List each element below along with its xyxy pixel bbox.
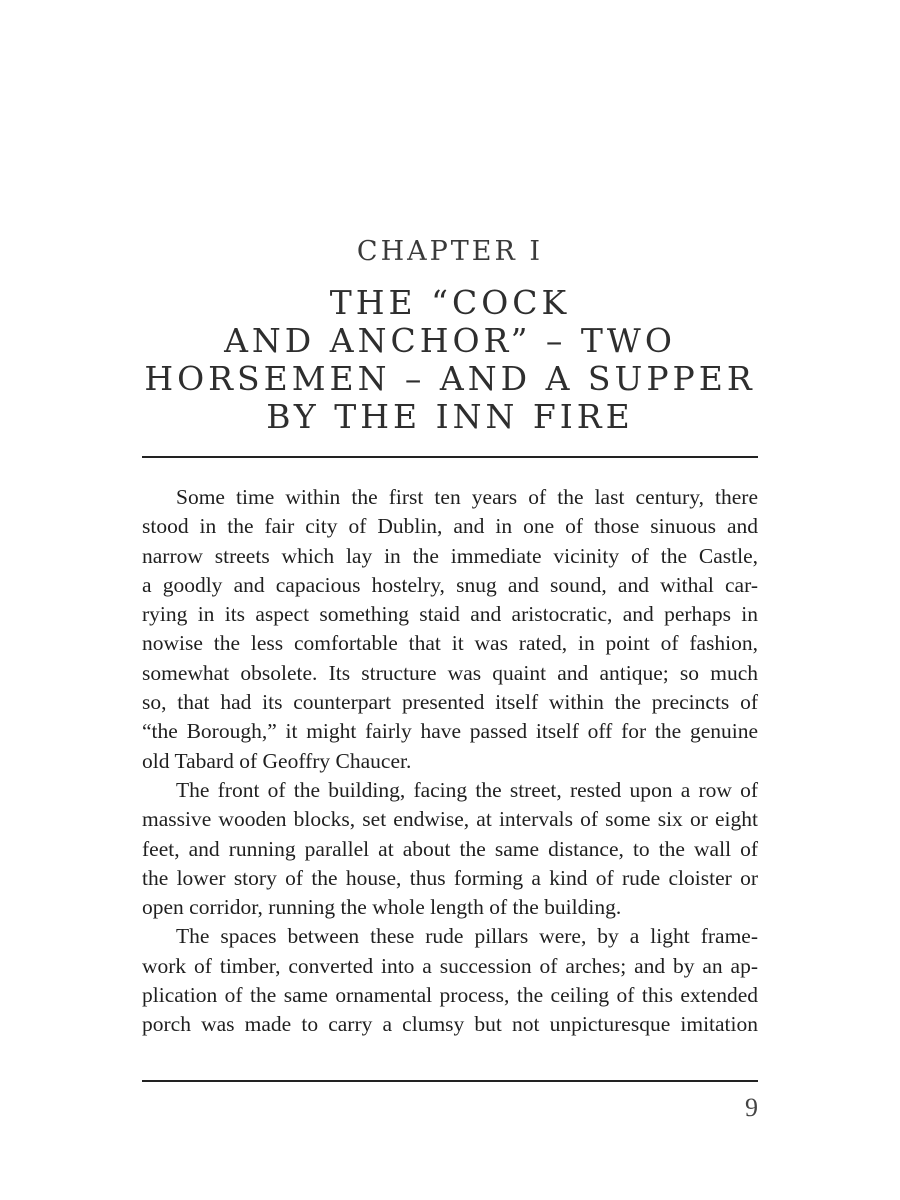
text-line: nowise the less comfortable that it was rated, in point of fashion, (142, 631, 758, 656)
text-line: rying in its aspect something staid and aristocratic, and perhaps in (142, 602, 758, 627)
text-line: somewhat obsolete. Its structure was quaint and antique; so much (142, 660, 758, 685)
text-line: so, that had its counterpart presented itself within the precincts of (142, 690, 758, 715)
text-line: work of timber, converted into a succession of arches; and by an ap- (142, 953, 758, 978)
bottom-rule (142, 1080, 758, 1082)
paragraph-2 (142, 776, 758, 922)
text-line: feet, and running parallel at about the same distance, to the wall of (142, 836, 758, 861)
text-line: The front of the building, facing the street, rested upon a row of (176, 777, 758, 802)
text-line: a goodly and capacious hostelry, snug and sound, and withal car- (142, 572, 758, 597)
page-number: 9 (745, 1093, 758, 1122)
text-line: plication of the same ornamental process, the ceiling of this extended (142, 983, 758, 1008)
chapter-title (120, 284, 780, 436)
chapter-title-line: AND ANCHOR” – TWO (224, 321, 676, 360)
text-line: Some time within the first ten years of the last century, there (176, 485, 758, 509)
chapter-title-line: BY THE INN FIRE (266, 397, 634, 436)
text-line: “the Borough,” it might fairly have passed itself off for the genuine (142, 719, 758, 744)
text-line: the lower story of the house, thus forming a kind of rude cloister or (142, 865, 758, 890)
paragraph-1 (142, 483, 758, 776)
body-text (142, 483, 758, 1040)
text-line: The spaces between these rude pillars were, by a light frame- (176, 924, 758, 949)
paragraph-3 (142, 922, 758, 1039)
text-line: narrow streets which lay in the immediate vicinity of the Castle, (142, 543, 758, 568)
text-line: porch was made to carry a clumsy but not unpicturesque imitation (142, 1012, 758, 1037)
text-line: open corridor, running the whole length of the building. (142, 895, 622, 920)
chapter-title-line: THE “COCK (329, 283, 571, 322)
text-line: old Tabard of Geoffry Chaucer. (142, 748, 412, 773)
text-line: massive wooden blocks, set endwise, at intervals of some six or eight (142, 807, 758, 832)
text-line: stood in the fair city of Dublin, and in one of those sinuous and (142, 514, 758, 539)
top-rule (142, 456, 758, 458)
chapter-label: CHAPTER I (356, 236, 544, 267)
chapter-title-line: HORSEMEN – AND A SUPPER (144, 359, 756, 398)
